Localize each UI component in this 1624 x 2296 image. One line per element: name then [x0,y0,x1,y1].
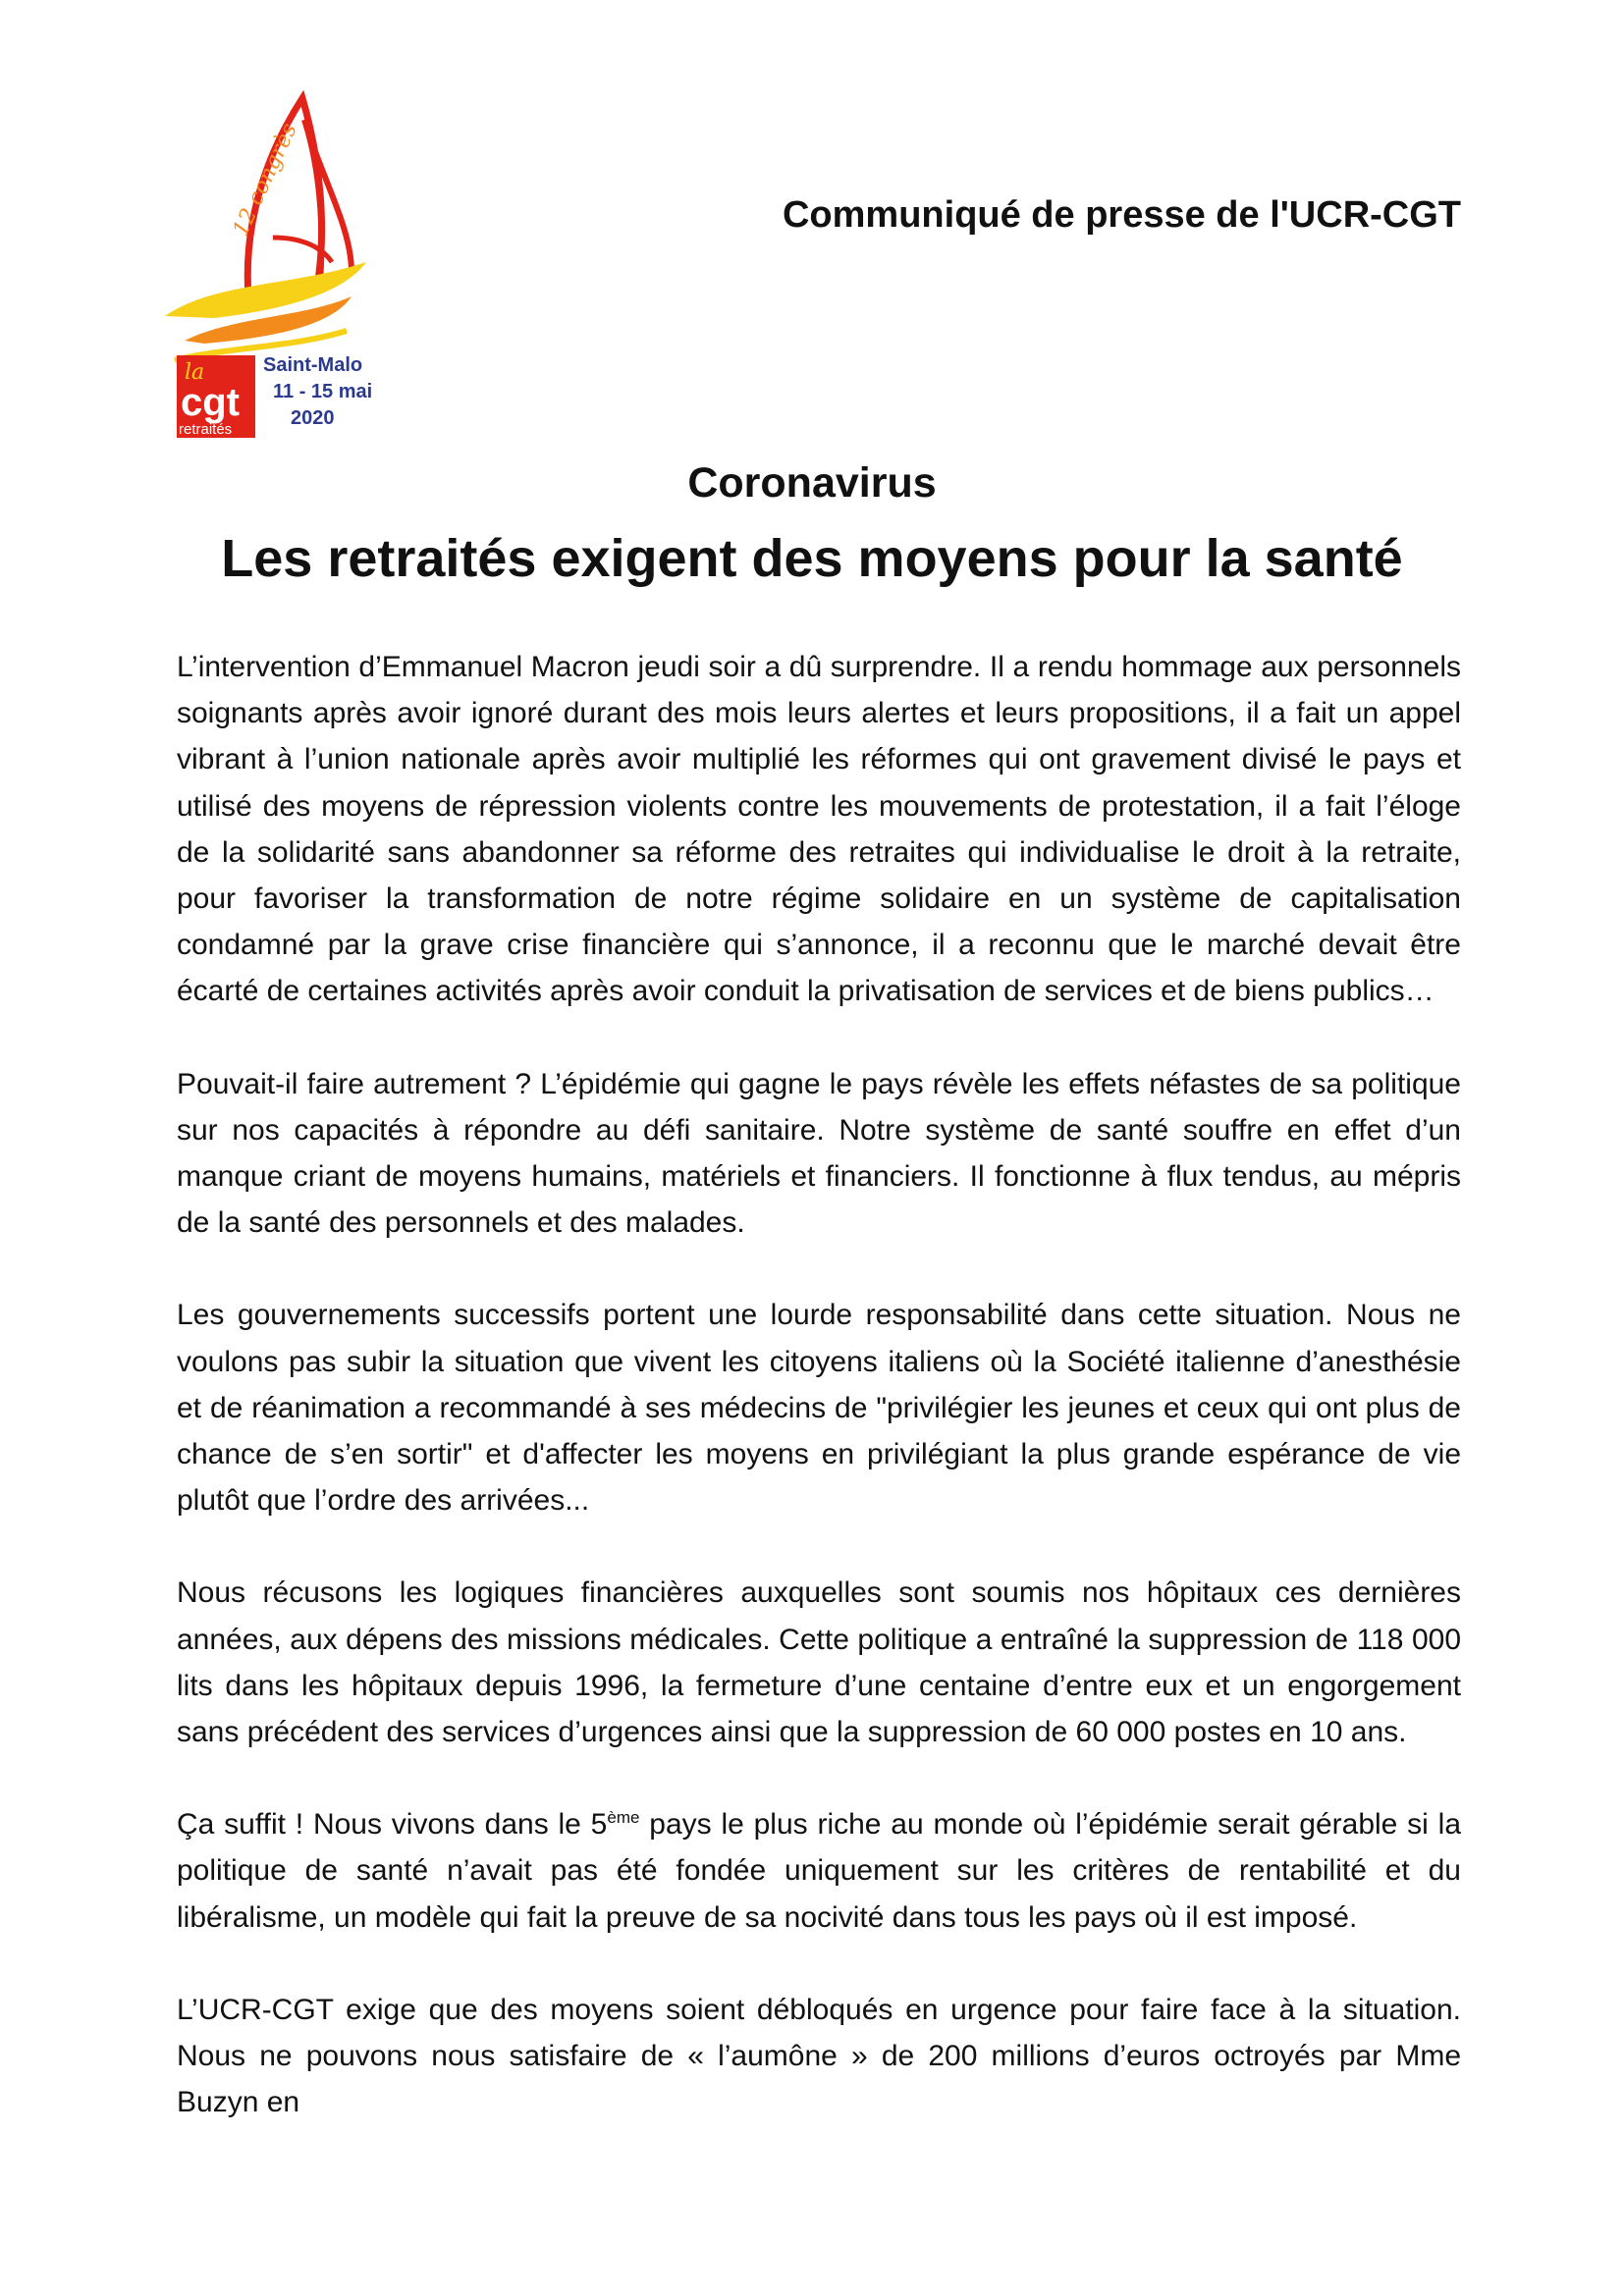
article-body [177,644,1461,2171]
page-title: Les retraités exigent des moyens pour la santé [221,529,1403,588]
paragraph-4: Nous récusons les logiques financières auxquelles sont soumis nos hôpitaux ces dernières années, aux dépens des missions médicales. Cette politique a entraîné la suppression de 118 000 lits dans les hôpitaux depuis 1996, la fermeture d’une centaine d’entre eux et un engorgement sans précédent des services d’urgences ainsi que la suppression de 60 000 postes en 10 ans. [177,1576,1461,1749]
paragraph-6: L’UCR-CGT exige que des moyens soient débloqués en urgence pour faire face à la situation. Nous ne pouvons nous satisfaire de « l’aumône » de 200 millions d’euros octroyés par Mme Buzyn en [177,1993,1461,2119]
ordinal-superscript: ème [607,1808,640,1828]
press-release-label: Communiqué de presse de l'UCR-CGT [782,194,1461,236]
logo-brand-la: la [185,360,205,385]
paragraph-1: L’intervention d’Emmanuel Macron jeudi soir a dû surprendre. Il a rendu hommage aux personnels soignants après avoir ignoré durant des mois leurs alertes et leurs propositions, il a fait un appel vibrant à l’union nationale après avoir multiplié les réformes qui ont gravement divisé le pays et utilisé des moyens de répression violents contre les mouvements de protestation, il a fait l’éloge de la solidarité sans abandonner sa réforme des retraites qui individualise le droit à la retraite, pour favoriser la transformation de notre régime solidaire en un système de capitalisation condamné par la grave crise financière qui s’annonce, il a reconnu que le marché devait être écarté de certaines activités après avoir conduit la privatisation de services et de biens publics… [177,651,1461,1008]
logo-brand-sub: retraités [179,421,233,438]
logo-year: 2020 [291,407,335,429]
logo-city: Saint-Malo [263,354,363,376]
paragraph-5-end: pays le plus riche au monde où l’épidémie serait gérable si la politique de santé n’avait pas été fondée uniquement sur les critères de rentabilité et du libéralisme, un modèle qui fait la preuve de sa nocivité dans tous les pays où il est imposé. [177,1808,1462,1934]
sailboat-logo-graphic [155,90,391,444]
logo-dates: 11 - 15 mai [273,381,373,402]
paragraph-3: Les gouvernements successifs portent une lourde responsabilité dans cette situation. Nous ne voulons pas subir la situation que vivent les citoyens italiens où la Société italienne d’anesthésie et de réanimation a recommandé à ses médecins de "privilégier les jeunes et ceux qui ont plus de chance de s’en sortir" et d'affecter les moyens en privilégiant la plus grande espérance de vie plutôt que l’ordre des arrivées... [177,1299,1461,1518]
paragraph-5 [177,1801,1461,1941]
logo-ribbon-text: 12 congrès [228,119,302,240]
congress-logo [155,90,391,444]
paragraph-5-start: Ça suffit ! Nous vivons dans le 5 [177,1808,608,1842]
paragraph-2: Pouvait-il faire autrement ? L’épidémie qui gagne le pays révèle les effets néfastes de sa politique sur nos capacités à répondre au défi sanitaire. Notre système de santé souffre en effet d’un manque criant de moyens humains, matériels et financiers. Il fonctionne à flux tendus, au mépris de la santé des personnels et des malades. [177,1067,1461,1240]
logo-brand-cgt: cgt [181,381,240,424]
title-kicker: Coronavirus [687,459,937,507]
